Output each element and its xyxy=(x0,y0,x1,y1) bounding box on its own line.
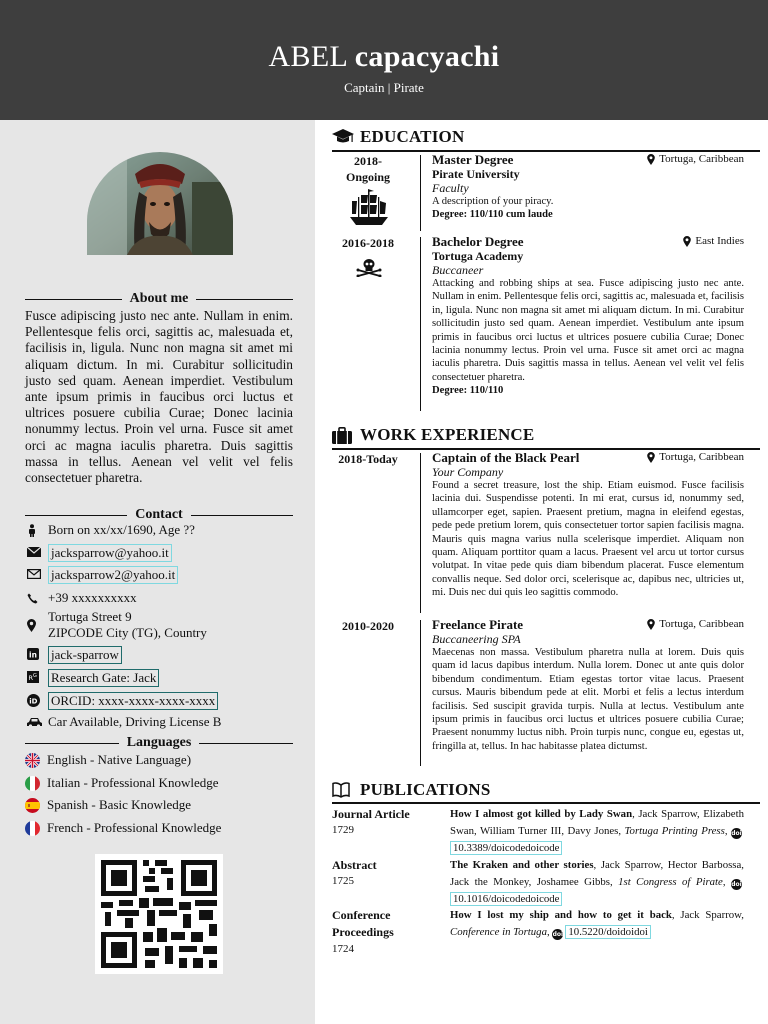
education-entry: 2016-2018 East Indies Bachelor Degree Tortuga Academy Buccaneer Attacking and robbing ships at sea. Fusce adipiscing justo nec ante. Nullam in enim. Pellentesque felis orci, sagittis ac, malesuada et, facilisis in, ligula. Nunc non magna sit amet mi aliquam dictum. In mi. Curabitur sollicitudin justo sed quam. Aenean imperdiet. Vestibulum ante ipsum primis in faucibus orci luctus et ultrices posuere cubilia Curae; Donec lacinia nonummy lectus. Proin vel urna. Fusce sit amet orci ac magna iaculis pharetra. Duis sagittis massa in tellus. Aenean vel velit vel felis consectetuer pharetra. Degree: 110/110 xyxy=(332,235,760,415)
first-name: ABEL xyxy=(268,40,347,73)
envelope-icon xyxy=(25,544,48,560)
france-flag-icon xyxy=(25,821,40,836)
sidebar xyxy=(0,120,315,1024)
orcid-link[interactable]: ORCID: xxxx-xxxx-xxxx-xxxx xyxy=(48,692,218,710)
work-heading: WORK EXPERIENCE xyxy=(332,425,534,445)
languages-heading: Languages xyxy=(25,734,293,752)
publication-item: Conference Proceedings 1724 How I lost my ship and how to get it back, Jack Sparrow, Conference in Tortuga, doi 10.5220/doidoidoi xyxy=(332,908,744,955)
graduation-cap-icon xyxy=(332,128,354,146)
email-link-1[interactable]: jacksparrow@yahoo.it xyxy=(48,544,172,562)
degree-grade: Degree: 110/110 xyxy=(432,385,504,397)
contact-email-1[interactable] xyxy=(25,544,172,562)
phone-icon xyxy=(25,590,48,606)
degree-title: Master Degree xyxy=(432,152,514,167)
last-name: capacyachi xyxy=(354,40,500,73)
envelope-outline-icon xyxy=(25,566,48,582)
contact-orcid[interactable] xyxy=(25,692,218,710)
education-heading: EDUCATION xyxy=(332,127,464,147)
work-entry: 2010-2020 Tortuga, Caribbean Freelance Pirate Buccaneering SPA Maecenas non massa. Vestibulum pharetra nulla at lorem. Duis quis quam id lacus dapibus interdum. Nulla lorem. Donec ut ante quis dolor bibendum condimentum. Etiam egestas tortor vitae lacus. Praesent cursus. Mauris bibendum pede at elit. Morbi et felis a lectus interdum facilisis. Sed suscipit gravida turpis. Nulla at lectus. Vestibulum ante ipsum primis in faucibus orci luctus et ultrices posuere cubilia Curae; Praesent nonummy luctus nibh. Proin turpis nunc, congue eu, egestas ut, fringilla at, tellus. In hac habitasse platea dictumst. xyxy=(332,618,760,768)
company: Buccaneering SPA xyxy=(432,632,521,646)
job-description: Maecenas non massa. Vestibulum pharetra nulla at lorem. Duis quis quam id lacus dapibus interdum. Nulla lorem. Donec ut ante quis dolor bibendum condimentum. Etiam egestas tortor vitae lacus. Praesent cursus. Mauris bibendum pede at elit. Morbi et felis a lectus interdum facilisis. Sed suscipit gravida turpis. Nulla at lectus. Vestibulum ante ipsum primis in faucibus orci luctus et ultrices posuere cubilia Curae; Praesent nonummy luctus nibh. Proin turpis nunc, congue eu, egestas ut, fringilla at, tellus. In hac habitasse platea dictumst. xyxy=(432,647,744,752)
doi-icon: doi xyxy=(552,931,564,938)
research-gate-link[interactable]: Research Gate: Jack xyxy=(48,669,159,687)
job-title: Freelance Pirate xyxy=(432,617,524,632)
publication-item: Abstract 1725 The Kraken and other stories, Jack Sparrow, Hector Barbossa, Jack the Monkey, Joshamee Gibbs, 1st Congress of Pirate, doi10.1016/doicodedoicode xyxy=(332,858,745,905)
doi-icon: doi xyxy=(731,830,742,837)
person-icon xyxy=(25,522,48,538)
work-entry: 2018-Today Tortuga, Caribbean Captain of the Black Pearl Your Company Found a secret treasure, lost the ship. Etiam euismod. Fusce facilisis lacinia dui. Suspendisse potenti. In mi erat, cursus id, nonummy sed, ullamcorper eget, sapien. Praesent pretium, magna in eleifend egestas, pede pede pretium lorem, quis consectetuer tortor sapien facilisis magna. Mauris quis magna varius nulla scelerisque imperdiet. Aliquam non quam. Aliquam porttitor quam a lacus. Praesent vel arcu ut tortor cursus volutpat. In vitae pede quis diam bibendum placerat. Fusce elementum convallis neque. Sed dolor orci, scelerisque ac, dapibus nec, ultricies ut, mi. Duis nec dui quis leo sagittis commodo. xyxy=(332,451,760,615)
contact-car: Car Available, Driving License B xyxy=(25,714,221,730)
ship-icon xyxy=(348,189,390,232)
work-location: Tortuga, Caribbean xyxy=(647,451,744,463)
main-content xyxy=(315,120,768,1024)
contact-phone: +39 xxxxxxxxxx xyxy=(25,590,137,606)
contact-email-2[interactable] xyxy=(25,566,178,584)
job-description: Found a secret treasure, lost the ship. Etiam euismod. Fusce facilisis lacinia dui. Suspendisse potenti. In mi erat, cursus id, nonummy sed, ullamcorper eget, sapien. Praesent pretium, magna in eleifend egestas, pede pede pretium lorem, quis consectetuer tortor sapien facilisis magna. Mauris quis magna varius nulla scelerisque imperdiet. Aliquam non quam. Aliquam porttitor quam a lacus. Praesent vel arcu ut tortor cursus volutpat. In vitae pede quis diam bibendum placerat. Fusce elementum convallis neque. Sed dolor orci, scelerisque ac, dapibus nec, ultricies ut, mi. Duis nec dui quis leo sagittis commodo. xyxy=(432,480,744,599)
education-location: East Indies xyxy=(683,235,744,247)
svg-text:iD: iD xyxy=(29,696,38,705)
contact-address xyxy=(25,609,207,641)
doi-link[interactable]: 10.5220/doidoidoi xyxy=(565,925,650,939)
education-location: Tortuga, Caribbean xyxy=(647,153,744,165)
about-heading: About me xyxy=(25,290,293,308)
contact-research-gate[interactable] xyxy=(25,669,159,687)
language-item: Spanish - Basic Knowledge xyxy=(25,797,191,813)
map-pin-icon xyxy=(25,609,48,641)
svg-text:in: in xyxy=(29,650,37,660)
language-item: English - Native Language) xyxy=(25,752,191,768)
linkedin-icon xyxy=(25,646,48,662)
work-location: Tortuga, Caribbean xyxy=(647,618,744,630)
doi-link[interactable]: 10.1016/doicodedoicode xyxy=(450,892,562,906)
faculty: Faculty xyxy=(432,181,469,195)
candidate-name xyxy=(0,40,768,74)
degree-grade: Degree: 110/110 cum laude xyxy=(432,209,553,221)
institution: Tortuga Academy xyxy=(432,249,524,263)
linkedin-link[interactable]: jack-sparrow xyxy=(48,646,122,664)
contact-birth: Born on xx/xx/1690, Age ?? xyxy=(25,522,195,538)
education-entry: 2018- Ongoing Tortuga, Caribbean Master Degree Pirate University Faculty A description of your piracy. Degree: 110/110 cum laude xyxy=(332,153,760,231)
education-description: Attacking and robbing ships at sea. Fusce adipiscing justo nec ante. Nullam in enim. Pellentesque felis orci, sagittis ac, malesuada et, facilisis in, ligula. Nunc non magna sit amet mi aliquam dictum. In mi. Curabitur sollicitudin justo sed quam. Aenean imperdiet. Vestibulum ante ipsum primis in faucibus orci luctus et ultrices posuere cubilia Curae; Donec lacinia nonummy lectus. Proin vel urna. Fusce sit amet orci ac magna iaculis pharetra. Duis sagittis massa in tellus. Aenean vel velit vel felis consectetuer pharetra. xyxy=(432,278,744,383)
orcid-icon xyxy=(25,692,48,708)
education-description: A description of your piracy. xyxy=(432,196,554,207)
book-icon xyxy=(332,781,354,799)
degree-title: Bachelor Degree xyxy=(432,234,524,249)
education-rule xyxy=(332,150,760,152)
publications-rule xyxy=(332,802,760,804)
publication-item: Journal Article 1729 How I almost got killed by Lady Swan, Jack Sparrow, Elizabeth Swan, William Turner III, Davy Jones, Tortuga Printing Press, doi10.3389/doicodedoicode xyxy=(332,807,744,854)
language-item: Italian - Professional Knowledge xyxy=(25,775,218,791)
doi-icon: doi xyxy=(731,881,742,888)
job-title: Captain of the Black Pearl xyxy=(432,450,580,465)
header-banner xyxy=(0,0,768,120)
svg-text:R: R xyxy=(28,674,34,682)
qr-code xyxy=(95,854,223,974)
doi-link[interactable]: 10.3389/doicodedoicode xyxy=(450,841,562,855)
uk-flag-icon xyxy=(25,753,40,768)
briefcase-icon xyxy=(332,426,354,444)
email-link-2[interactable]: jacksparrow2@yahoo.it xyxy=(48,566,178,584)
about-text: Fusce adipiscing justo nec ante. Nullam in enim. Pellentesque felis orci, sagittis ac, malesuada et, facilisis in, ligula. Nunc non magna sit amet mi aliquam dictum. In mi. Curabitur sollicitudin justo sed quam. Aenean imperdiet. Vestibulum ante ipsum primis in faucibus orci luctus et ultrices posuere cubilia Curae; Donec lacinia nonummy lectus. Proin vel urna. Fusce sit amet orci ac magna iaculis pharetra. Duis sagittis massa in tellus. Aenean vel velit vel felis consectetuer pharetra. xyxy=(25,308,293,486)
spain-flag-icon xyxy=(25,798,40,813)
institution: Pirate University xyxy=(432,167,520,181)
contact-heading: Contact xyxy=(25,506,293,524)
researchgate-icon xyxy=(25,669,48,685)
address-line-1: Tortuga Street 9 xyxy=(48,609,132,624)
profile-photo xyxy=(87,152,233,255)
company: Your Company xyxy=(432,465,504,479)
car-icon xyxy=(25,714,48,730)
italy-flag-icon xyxy=(25,776,40,791)
address-line-2: ZIPCODE City (TG), Country xyxy=(48,625,207,640)
publications-heading: PUBLICATIONS xyxy=(332,780,491,800)
jolly-roger-icon xyxy=(355,257,383,282)
contact-linkedin[interactable] xyxy=(25,646,122,664)
svg-text:G: G xyxy=(33,673,37,679)
faculty: Buccaneer xyxy=(432,263,484,277)
tagline: Captain | Pirate xyxy=(344,80,424,95)
language-item: French - Professional Knowledge xyxy=(25,820,221,836)
